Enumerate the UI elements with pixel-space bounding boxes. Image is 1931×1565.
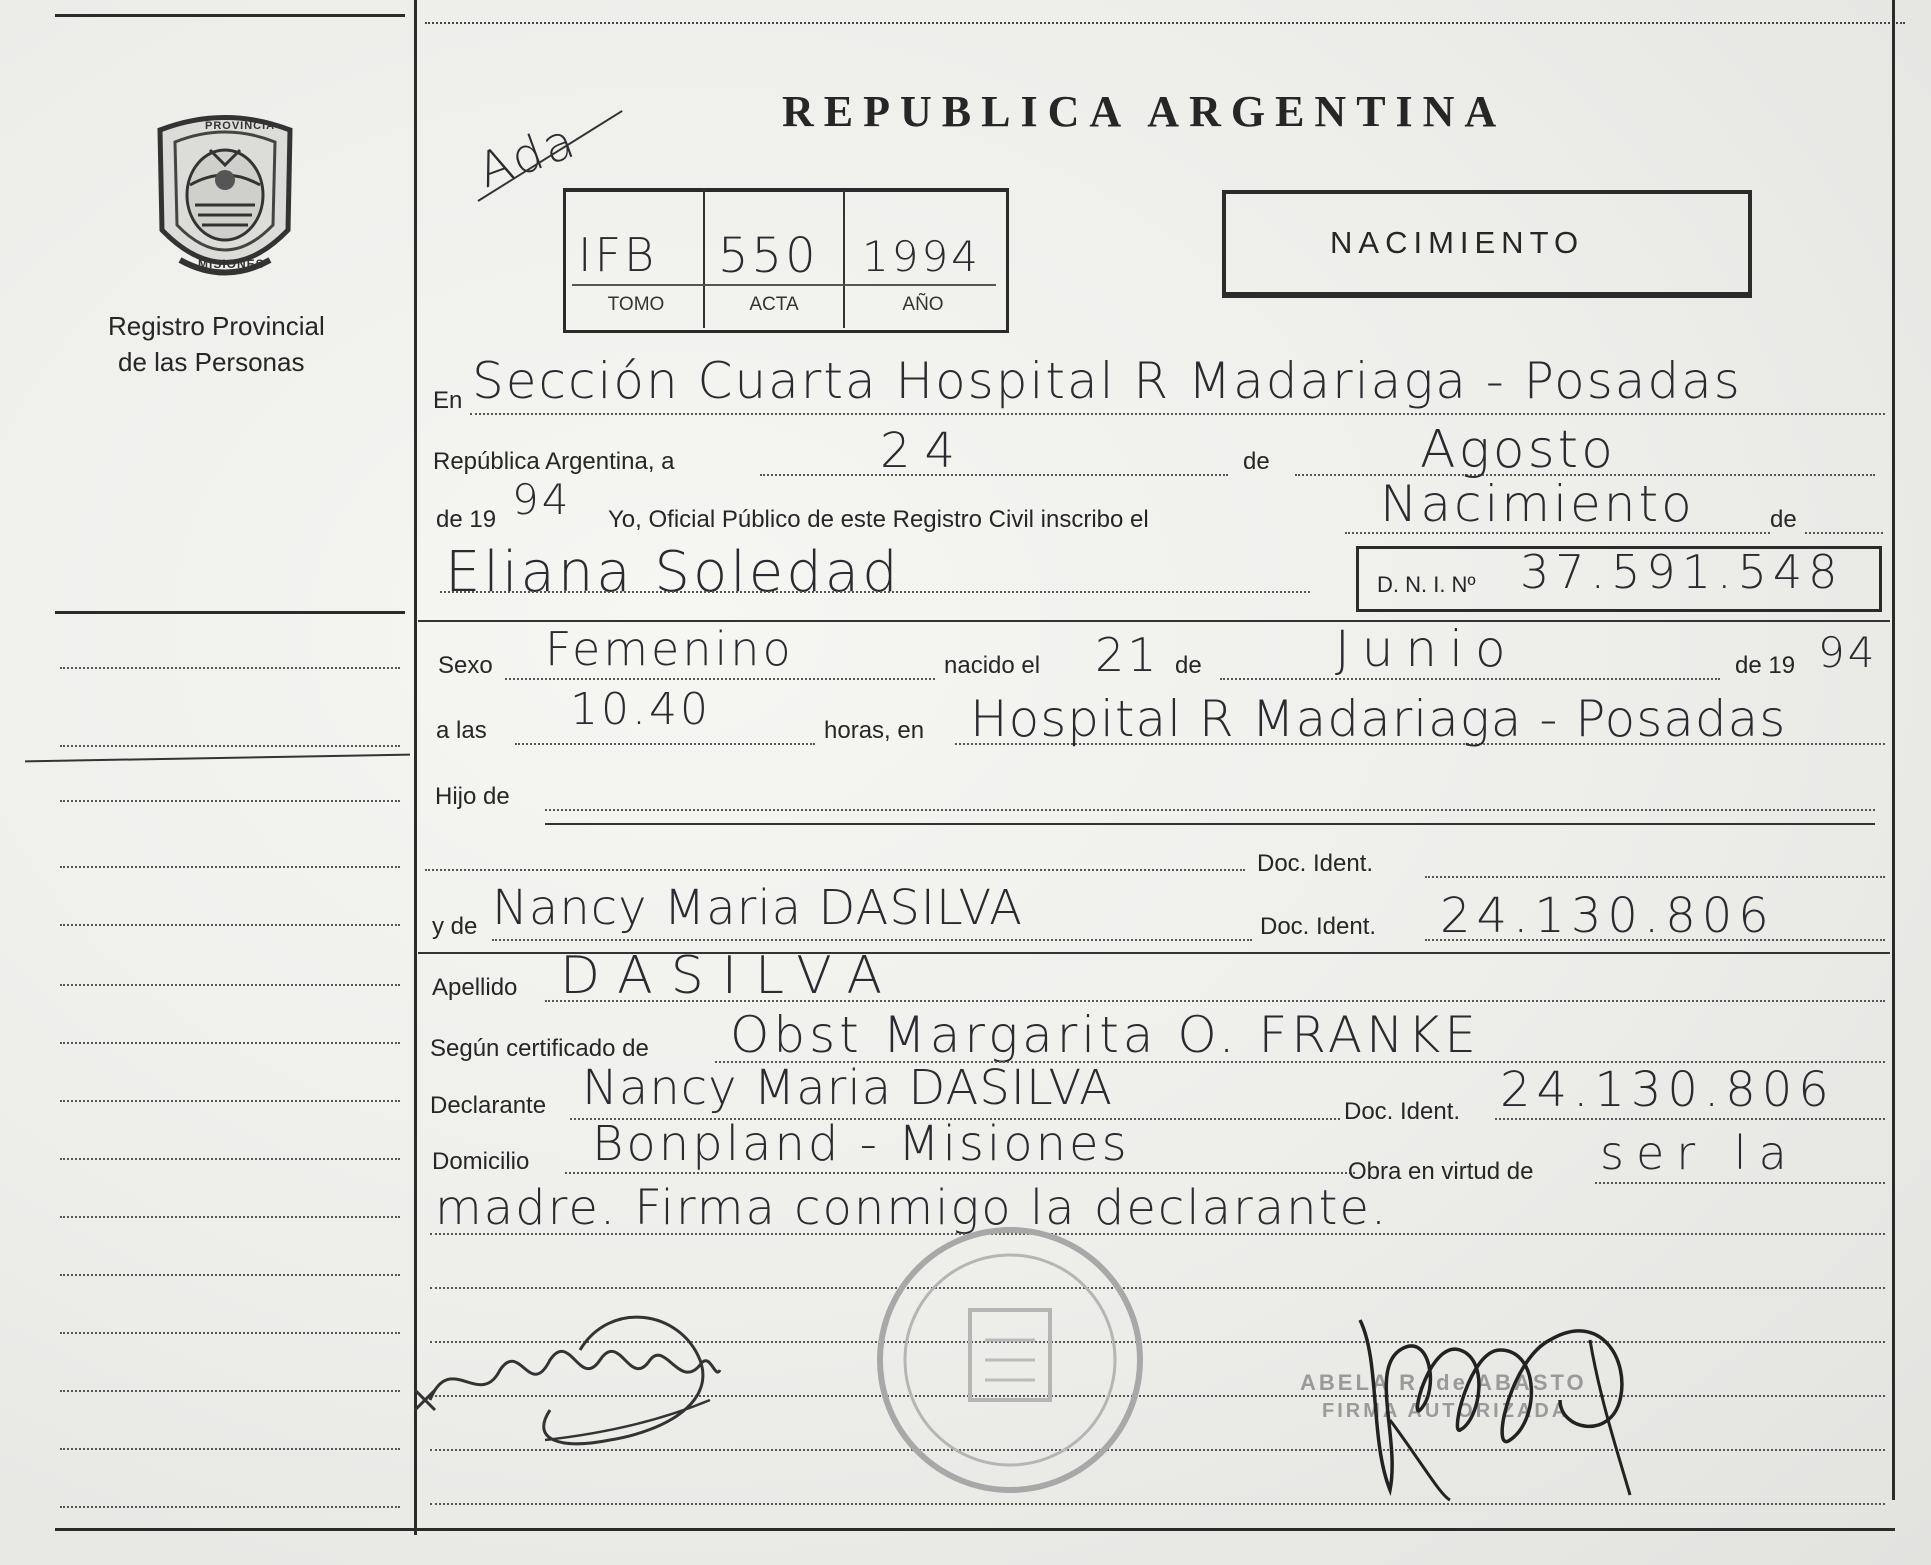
margin-underline [25,754,410,763]
hw-dni: 37.591.548 [1520,545,1844,599]
label-de-mes: de [1243,448,1270,475]
official-round-stamp-icon [870,1220,1150,1500]
label-doc-ident: Doc. Ident. [1257,850,1374,877]
label-en: En [433,387,463,414]
rule-hijo [545,823,1875,825]
dots-nombre [440,591,1310,593]
dots-declarante-doc [1495,1118,1885,1120]
hw-madre: Nancy Maria DASILVA [492,880,1024,936]
dots-cont1 [430,1233,1885,1235]
declarant-signature [410,1290,770,1470]
hw-nombre: Eliana Soledad [445,540,901,605]
margin-dots-9 [60,1158,400,1160]
registry-name-line2: de las Personas [118,347,305,377]
label-republica: República Argentina, a [433,448,675,475]
seal-bottom-text: MISIONES [198,257,265,271]
hw-hora: 10.40 [570,684,711,735]
margin-dots-14 [60,1448,400,1450]
margin-dots-4 [60,866,400,868]
margin-dots-5 [60,924,400,926]
dots-nac-mes [1220,678,1720,680]
dots-apellido [545,1000,1885,1002]
label-nacido-el: nacido el [944,652,1041,679]
dots-madre-doc [1425,939,1885,941]
hw-anio: 94 [512,475,572,524]
annotation-handwritten: Ada [470,112,585,200]
right-border [1892,0,1895,1500]
hw-nac-mes: Junio [1335,620,1518,678]
hw-obra-cont: madre. Firma conmigo la declarante. [435,1180,1389,1236]
label-segun: Según certificado de [430,1035,649,1062]
hw-domicilio: Bonpland - Misiones [592,1116,1130,1172]
dots-doc-ident [1425,876,1885,878]
margin-dots-7 [60,1042,400,1044]
label-a-las: a las [436,717,487,744]
label-horas-en: horas, en [824,717,925,744]
official-signature [1330,1280,1690,1510]
hw-apellido: DASILVA [560,946,901,1006]
margin-dots-15 [60,1506,400,1508]
hw-nac-anio: 94 [1818,628,1878,677]
registry-name-line1: Registro Provincial [108,311,325,341]
label-hijo-de: Hijo de [435,783,510,810]
hw-declarante: Nancy Maria DASILVA [582,1060,1114,1116]
country-title: REPUBLICA ARGENTINA [782,87,1507,136]
bottom-rule [55,1528,1895,1531]
label-yo-oficial: Yo, Oficial Público de este Registro Civil inscribo el [608,506,1149,533]
top-rule-right [425,22,1905,24]
dots-obra [1595,1182,1885,1184]
label-sexo: Sexo [438,652,493,679]
label-doc-ident3: Doc. Ident. [1344,1098,1461,1125]
hw-declarante-doc: 24.130.806 [1500,1062,1835,1118]
act-type-label: NACIMIENTO [1330,225,1585,260]
margin-dots-12 [60,1332,400,1334]
margin-dots-11 [60,1274,400,1276]
label-de-small: de [1770,506,1797,533]
hw-dia: 24 [880,423,970,479]
margin-dots-1 [60,667,400,669]
hw-acto: Nacimiento [1380,475,1695,533]
dots-madre [492,939,1252,941]
label-obra: Obra en virtud de [1348,1158,1534,1185]
label-doc-ident2: Doc. Ident. [1260,913,1377,940]
margin-dots-8 [60,1100,400,1102]
dots-en [470,413,1885,415]
margin-dots-10 [60,1216,400,1218]
label-de-19b: de 19 [1735,652,1796,679]
margin-dots-2 [60,745,400,747]
stamp-name: ABELA R. de ABASTO [1300,1370,1587,1395]
record-box-div1 [703,190,705,328]
dots-hora [515,743,815,745]
dots-sexo [505,678,935,680]
acta-value: 550 [718,228,819,284]
dots-domicilio [565,1172,1355,1174]
margin-dots-3 [60,800,400,802]
hw-madre-doc: 24.130.806 [1440,888,1775,944]
label-de-nac: de [1175,652,1202,679]
dots-hijo2 [425,869,1245,871]
hw-sexo: Femenino [545,622,794,676]
anio-value: 1994 [862,232,981,281]
label-apellido: Apellido [432,974,518,1001]
hw-certificado: Obst Margarita O. FRANKE [730,1006,1480,1064]
margin-dots-13 [60,1390,400,1392]
dots-acto-end [1805,532,1883,534]
hw-mes: Agosto [1420,420,1616,480]
hw-lugar: Sección Cuarta Hospital R Madariaga - Posadas [472,352,1742,410]
label-dni: D. N. I. Nº [1377,572,1476,597]
tomo-label: TOMO [607,294,665,315]
tomo-value: IFB [578,228,658,282]
record-box-underline [572,284,996,286]
seal-top-text: PROVINCIA [205,120,276,132]
top-rule [55,14,405,17]
label-declarante: Declarante [430,1092,547,1119]
anio-label: AÑO [902,294,944,315]
acta-label: ACTA [749,294,799,315]
label-y-de: y de [432,913,478,940]
margin-dots-6 [60,984,400,986]
hw-nac-dia: 21 [1095,628,1160,682]
dots-dia [760,474,1228,476]
hw-lugar-nac: Hospital R Madariaga - Posadas [970,690,1787,748]
label-de-19: de 19 [436,506,497,533]
record-box-div2 [843,190,845,328]
dots-hijo [545,809,1875,811]
hw-obra: ser la [1600,1126,1799,1180]
label-domicilio: Domicilio [432,1148,530,1175]
left-divider-rule [55,611,405,614]
stamp-role: FIRMA AUTORIZADA [1322,1400,1570,1422]
